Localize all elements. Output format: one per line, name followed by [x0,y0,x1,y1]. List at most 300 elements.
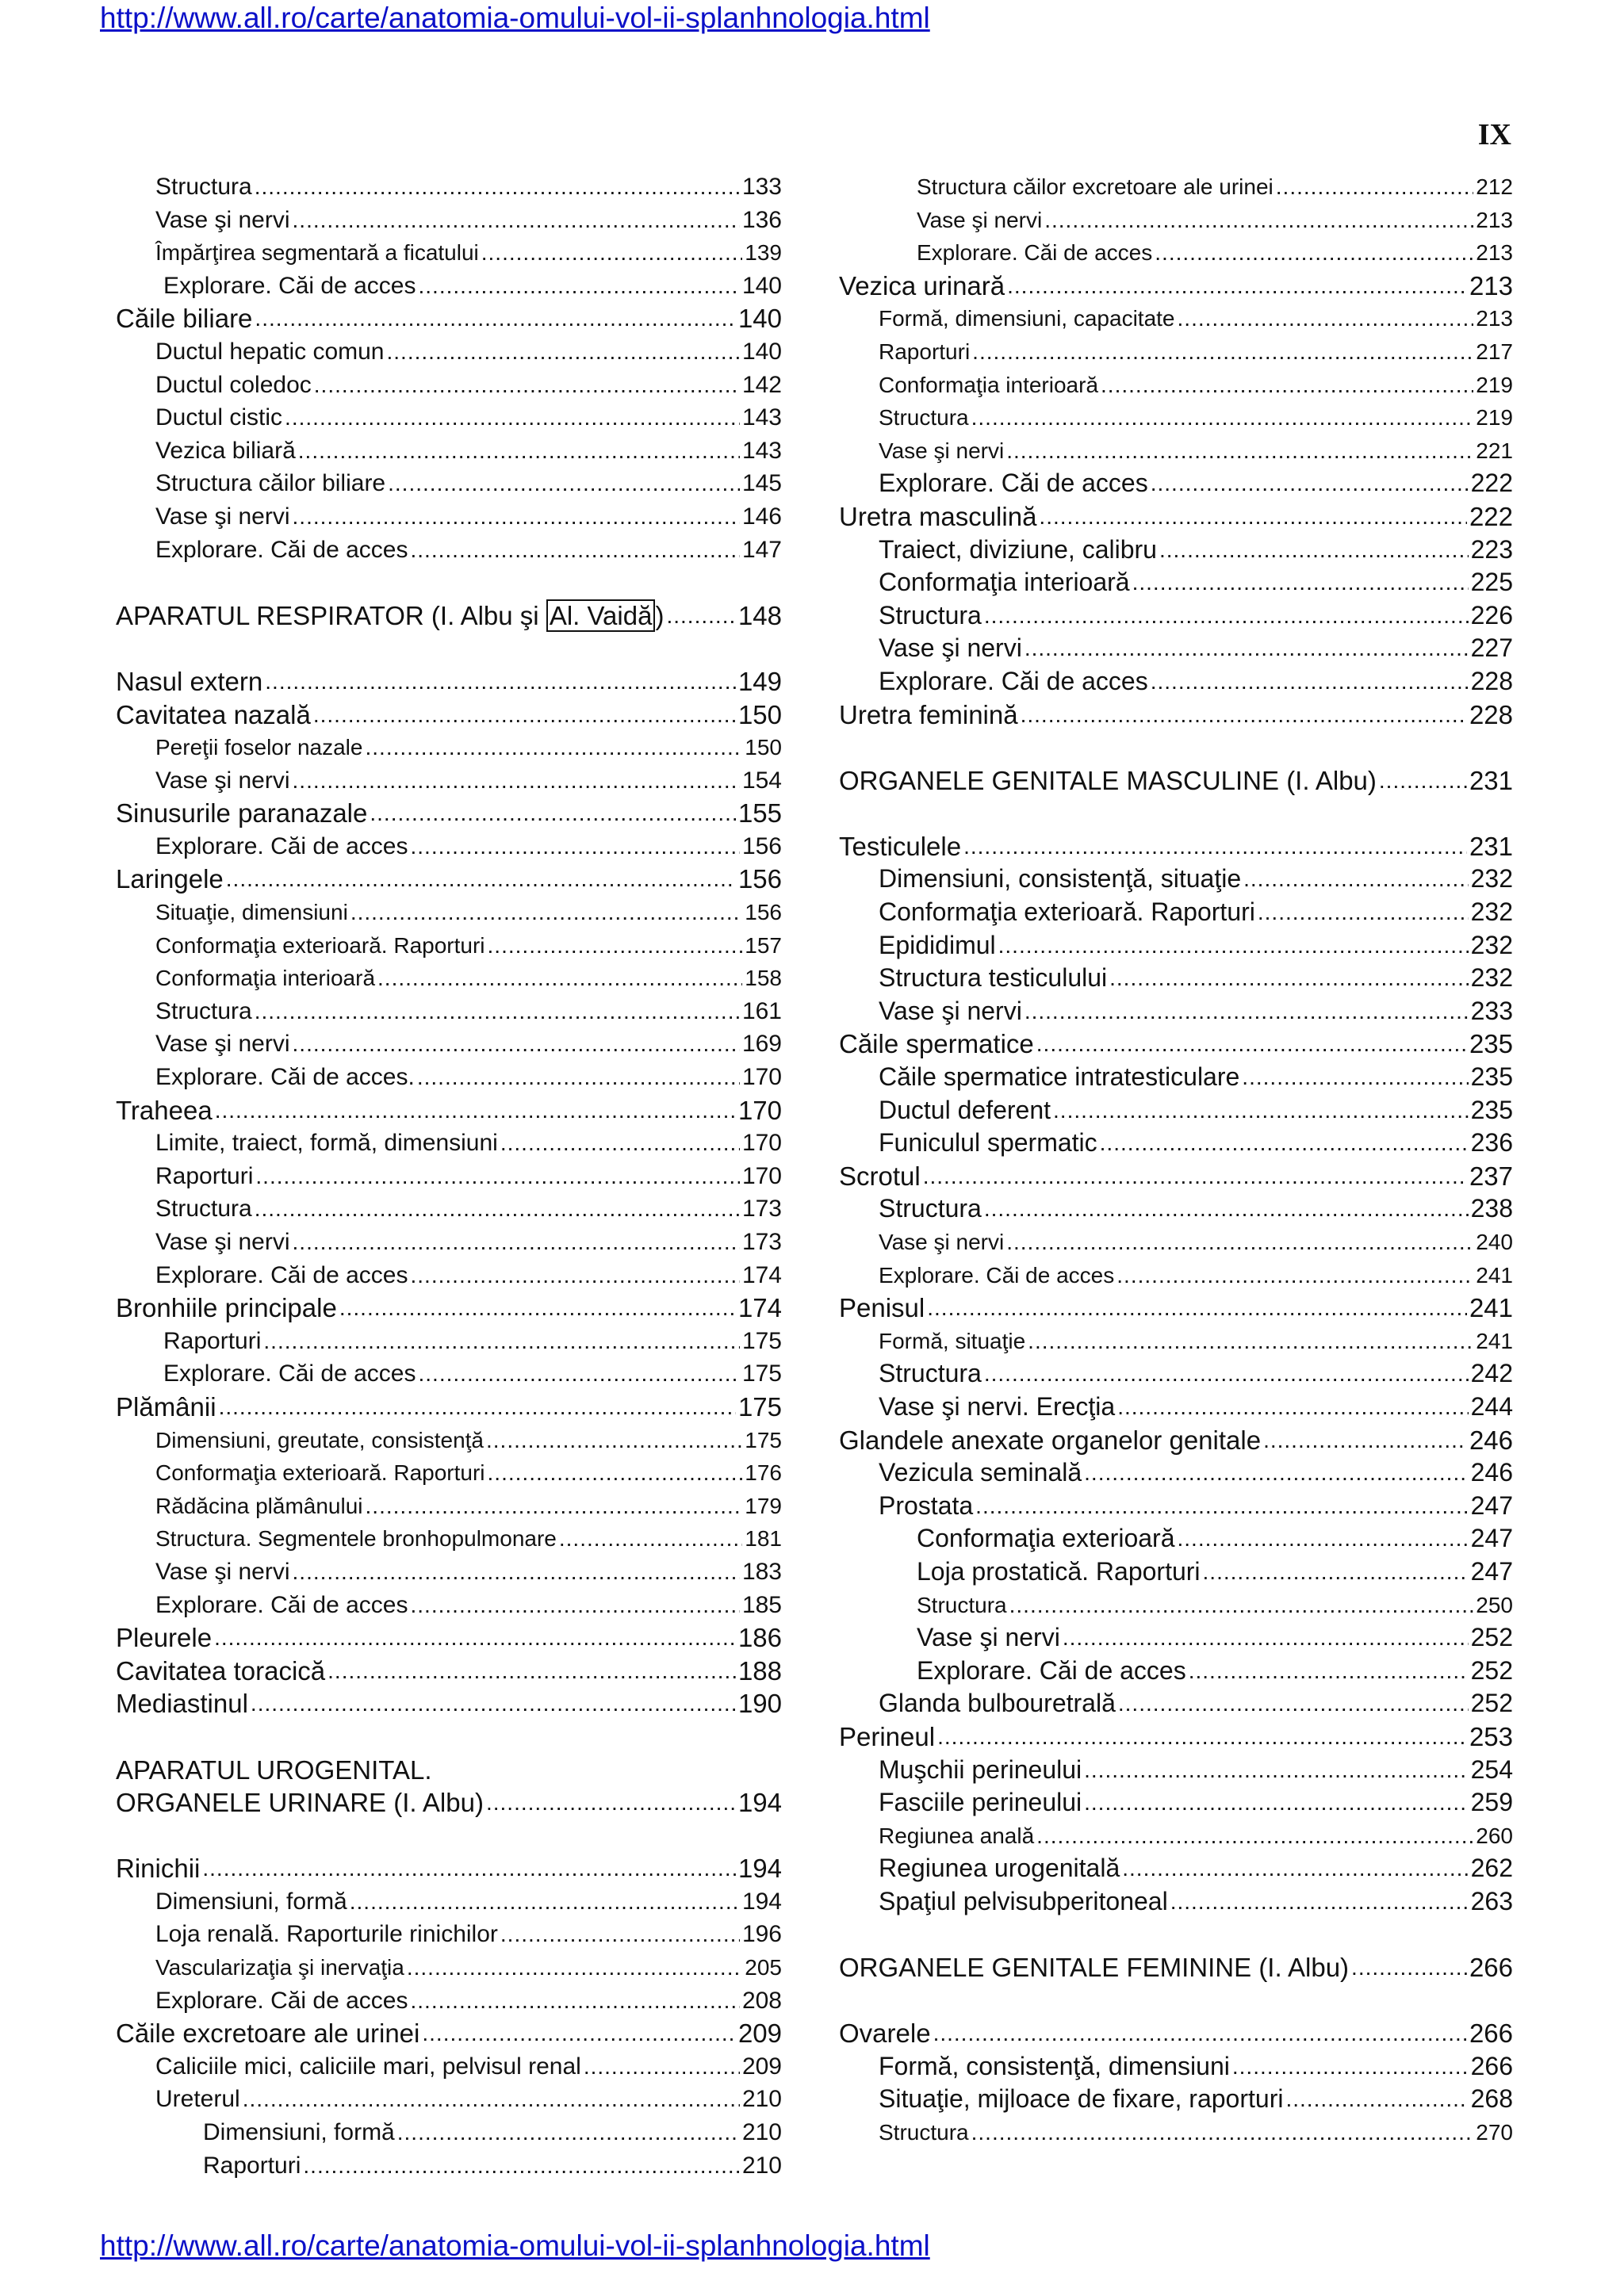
dot-leader [293,500,740,534]
dot-leader [1122,1852,1468,1885]
toc-entry-title: Căile biliare [116,304,253,334]
dot-leader [265,665,736,698]
toc-entry-page: 213 [1476,240,1513,266]
toc-entry-page: 223 [1470,534,1513,564]
toc-entry-title: Laringele [116,864,224,894]
dot-leader [255,995,740,1028]
dot-leader [1025,632,1469,665]
toc-entry [839,1127,1513,1160]
dot-leader [377,962,742,995]
toc-entry-title: Ductul hepatic comun [155,338,385,365]
toc-entry [839,335,1513,369]
toc-entry [839,665,1513,698]
toc-entry-page: 235 [1469,1029,1513,1059]
toc-entry [116,1259,782,1292]
toc-entry-page: 228 [1469,699,1513,729]
toc-entry-title: Structura. Segmentele bronhopulmonare [155,1526,557,1552]
dot-leader [202,1852,736,1885]
dot-leader [411,830,740,863]
toc-entry-page: 237 [1469,1161,1513,1191]
toc-entry-page: 231 [1469,831,1513,861]
toc-entry [839,1325,1513,1358]
toc-entry-title: Explorare. Căi de acces [155,1987,408,2014]
toc-entry-title: Vase şi nervi [155,1031,290,1058]
toc-entry-page: 143 [741,437,782,464]
source-url-top[interactable]: http://www.all.ro/carte/anatomia-omului-vol-ii-splanhnologia.html [100,2,930,34]
toc-entry [116,929,782,962]
toc-entry-title: Împărţirea segmentară a ficatului [155,240,479,266]
toc-entry-title: ORGANELE GENITALE MASCULINE (I. Albu) [839,765,1377,795]
toc-entry-title: Vase şi nervi [879,633,1022,663]
toc-entry-page: 247 [1470,1556,1513,1586]
toc-entry-title: Vezica urinară [839,270,1005,300]
dot-leader [293,204,740,237]
dot-leader [1203,1556,1469,1589]
toc-entry-page: 175 [741,1360,782,1387]
toc-entry-title: Structura [155,1196,252,1223]
toc-entry-title: Vezica biliară [155,437,296,464]
toc-entry-page: 241 [1476,1262,1513,1288]
toc-entry [116,1127,782,1160]
dot-leader [255,1160,740,1193]
toc-entry-title: Vase şi nervi. Erecţia [879,1391,1116,1421]
toc-entry-title: Pereţii foselor nazale [155,735,363,760]
toc-entry-title: Vase şi nervi [879,438,1005,463]
toc-entry-title: Explorare. Căi de acces [879,469,1148,498]
toc-entry-page: 175 [741,1327,782,1354]
toc-entry-title: Vase şi nervi [155,1558,290,1585]
dot-leader [1258,896,1469,929]
toc-entry [839,896,1513,929]
dot-leader [1276,170,1474,204]
toc-entry-title: Explorare. Căi de acces [163,272,416,299]
section-spacer [116,632,782,665]
toc-entry [116,1424,782,1457]
dot-leader [1028,1325,1473,1358]
toc-entry-title: Conformaţia exterioară. Raporturi [155,1460,485,1486]
toc-entry-page: 246 [1469,1425,1513,1455]
dot-leader [350,896,742,929]
dot-leader [488,1456,743,1490]
dot-leader [1100,1127,1469,1160]
toc-entry-page: 232 [1470,897,1513,927]
dot-leader [255,302,736,335]
dot-leader [1151,467,1469,500]
toc-entry-page: 147 [741,536,782,563]
toc-entry [116,1556,782,1589]
toc-entry [116,1325,782,1358]
toc-entry-title: Raporturi [163,1327,262,1354]
toc-entry-page: 247 [1470,1524,1513,1553]
toc-entry-title: Explorare. Căi de acces [155,1261,408,1288]
toc-entry [839,270,1513,303]
toc-entry-title: Uretra masculină [839,501,1037,531]
toc-entry-page: 185 [741,1591,782,1618]
toc-entry-page: 208 [741,1987,782,2014]
toc-entry-title: Structura [917,1592,1007,1617]
toc-entry-page: 154 [741,767,782,794]
dot-leader [419,1357,740,1391]
toc-entry-page: 136 [741,206,782,233]
toc-entry-title: Ovarele [839,2019,931,2049]
toc-entry [116,236,782,270]
toc-entry-title: Perineul [839,1721,936,1751]
dot-leader [1007,270,1467,303]
toc-left-column [116,170,782,2182]
toc-entry-page: 169 [741,1031,782,1058]
dot-leader [1036,1027,1467,1061]
toc-entry-page: 155 [737,798,782,828]
dot-leader [1084,1456,1468,1490]
dot-leader [243,2083,740,2116]
toc-entry [116,797,782,830]
toc-entry-page: 209 [741,2053,782,2080]
toc-entry-page: 170 [741,1162,782,1189]
toc-entry [839,204,1513,237]
toc-entry-page: 196 [741,1921,782,1948]
dot-leader [584,2050,740,2084]
toc-entry [839,1655,1513,1688]
dot-leader [387,335,740,369]
toc-entry-title: Vase şi nervi [917,207,1043,232]
toc-entry-title: Ductul coledoc [155,371,312,398]
toc-entry [839,1292,1513,1325]
dot-leader [298,434,740,468]
toc-entry-page: 232 [1470,930,1513,959]
toc-entry-title: Dimensiuni, formă [155,1888,347,1915]
toc-entry-page: 232 [1470,963,1513,993]
toc-entry-page: 219 [1476,405,1513,430]
toc-entry [116,1754,782,1787]
dot-leader [666,599,735,633]
toc-entry-page: 253 [1469,1721,1513,1751]
toc-entry-page: 252 [1470,1689,1513,1718]
toc-entry [116,962,782,995]
toc-entry [116,1951,782,1984]
toc-entry-page: 213 [1476,207,1513,232]
toc-entry [116,369,782,402]
toc-entry-title: Plămânii [116,1391,216,1422]
toc-entry-page: 241 [1476,1328,1513,1353]
toc-entry-page: 161 [741,997,782,1024]
toc-entry-title: Căile spermatice [839,1029,1034,1059]
toc-entry-title: Glandele anexate organelor genitale [839,1425,1262,1455]
toc-entry-page: 188 [737,1655,782,1686]
toc-entry-page: 227 [1470,633,1513,663]
toc-entry-page: 268 [1470,2084,1513,2114]
toc-entry-page: 235 [1470,1062,1513,1092]
toc-entry [116,764,782,798]
toc-entry [116,1027,782,1061]
toc-entry-title: Mediastinul [116,1689,248,1719]
toc-entry [116,1094,782,1127]
dot-leader [971,401,1474,434]
toc-entry-title: Explorare. Căi de acces [917,240,1153,266]
dot-leader [984,599,1469,633]
toc-entry-page: 259 [1470,1788,1513,1817]
toc-entry-page: 194 [741,1888,782,1915]
toc-entry-title: Cavitatea nazală [116,699,311,729]
toc-entry [839,863,1513,896]
toc-entry-page: 133 [741,174,782,200]
toc-entry-title: APARATUL RESPIRATOR (I. Albu şi Al. Vaidă ) [116,600,665,630]
toc-entry-page: 212 [1476,174,1513,199]
toc-entry [116,863,782,896]
toc-entry-title: Ductul cistic [155,404,283,431]
toc-entry-title: Explorare. Căi de acces [879,666,1148,695]
toc-entry-page: 213 [1476,306,1513,331]
toc-entry [116,2050,782,2084]
toc-entry [116,204,782,237]
toc-entry [839,698,1513,732]
toc-entry [839,1061,1513,1094]
toc-entry-page: 266 [1470,2051,1513,2080]
dot-leader [1379,764,1467,798]
toc-entry-title: Penisul [839,1293,925,1323]
dot-leader [350,1885,740,1919]
page-number: IX [1477,118,1511,151]
toc-entry [839,599,1513,633]
toc-entry-page: 150 [737,699,782,729]
section-spacer [839,1918,1513,1951]
dot-leader [407,1951,742,1984]
toc-entry [839,500,1513,534]
toc-entry [116,1687,782,1720]
section-spacer [116,1820,782,1853]
dot-leader [285,401,740,434]
dot-leader [500,1127,740,1160]
dot-leader [313,698,736,732]
dot-leader [998,929,1469,962]
toc-entry [116,434,782,468]
toc-entry [116,1984,782,2018]
toc-entry-title: Scrotul [839,1161,921,1191]
toc-entry [116,1621,782,1655]
toc-entry-title: Conformaţia exterioară [917,1524,1175,1553]
toc-entry [839,995,1513,1028]
dot-leader [1178,302,1474,335]
toc-entry-title: Explorare. Căi de acces [879,1262,1115,1288]
toc-entry-page: 174 [741,1261,782,1288]
toc-entry-page: 174 [737,1293,782,1323]
toc-entry-page: 173 [741,1196,782,1223]
toc-entry-page: 263 [1470,1886,1513,1915]
toc-entry-title: Funiculul spermatic [879,1128,1097,1158]
toc-entry [839,1456,1513,1490]
dot-leader [366,1490,743,1523]
toc-entry [116,830,782,863]
toc-entry-page: 186 [737,1623,782,1653]
toc-entry-page: 143 [741,404,782,431]
toc-entry [839,1852,1513,1885]
dot-leader [255,1192,740,1226]
toc-entry [839,632,1513,665]
dot-leader [972,335,1473,369]
toc-entry-page: 209 [737,2019,782,2049]
toc-entry-page: 148 [737,600,782,630]
toc-entry-title: Explorare. Căi de acces [163,1360,416,1387]
toc-entry-page: 236 [1470,1128,1513,1158]
toc-entry-title: Epididimul [879,930,996,959]
toc-entry-page: 205 [745,1955,782,1980]
dot-leader [293,1226,740,1259]
toc-entry-title: Vase şi nervi [879,1230,1005,1254]
toc-entry-page: 213 [1469,270,1513,300]
toc-entry [839,467,1513,500]
toc-entry [839,1226,1513,1259]
toc-entry-title: Vase şi nervi [155,767,290,794]
toc-entry-title: Structura [879,2120,969,2145]
toc-entry-page: 176 [745,1460,782,1486]
toc-entry-page: 250 [1476,1592,1513,1617]
toc-entry [839,1951,1513,1984]
toc-entry-title: Situaţie, mijloace de fixare, raporturi [879,2084,1284,2114]
toc-entry-title: Rădăcina plămânului [155,1493,363,1518]
toc-entry-page: 244 [1470,1391,1513,1421]
toc-entry [839,962,1513,995]
toc-entry [839,1754,1513,1787]
dot-leader [370,797,736,830]
toc-entry-page: 183 [741,1558,782,1585]
dot-leader [1151,665,1469,698]
dot-leader [963,830,1467,863]
toc-entry [839,1391,1513,1424]
section-spacer [116,566,782,599]
dot-leader [365,731,742,764]
toc-entry [116,270,782,303]
toc-entry [116,2149,782,2183]
toc-entry-title: Ureterul [155,2086,240,2113]
toc-entry-page: 194 [737,1854,782,1884]
toc-entry [116,731,782,764]
toc-entry-page: 266 [1469,2019,1513,2049]
toc-entry-title: Traiect, diviziune, calibru [879,534,1157,564]
dot-leader [1263,1424,1467,1457]
toc-entry-page: 226 [1470,600,1513,629]
toc-entry-title: Testiculele [839,831,962,861]
toc-entry-page: 222 [1469,501,1513,531]
toc-entry [116,1292,782,1325]
toc-entry-title: Nasul extern [116,666,263,696]
toc-entry-title: Caliciile mici, caliciile mari, pelvisul renal [155,2053,581,2080]
toc-entry-page: 247 [1470,1490,1513,1520]
toc-entry-page: 190 [737,1689,782,1719]
section-spacer [839,731,1513,764]
toc-entry [116,1490,782,1523]
toc-entry [116,1589,782,1622]
toc-entry-page: 145 [741,470,782,497]
dot-leader [933,2017,1467,2050]
toc-entry-title: Prostata [879,1490,974,1520]
toc-entry [839,1490,1513,1523]
toc-entry-page: 210 [741,2119,782,2146]
dot-leader [1025,995,1469,1028]
dot-leader [927,1292,1467,1325]
toc-entry [116,2017,782,2050]
dot-leader [1006,1226,1473,1259]
toc-entry-page: 140 [741,338,782,365]
dot-leader [1132,566,1469,599]
toc-entry-title: Raporturi [155,1162,254,1189]
toc-entry [839,1556,1513,1589]
toc-entry-title: Explorare. Căi de acces [917,1655,1186,1685]
dot-leader [1084,1786,1468,1820]
toc-entry-page: 157 [745,932,782,958]
toc-entry-page: 266 [1469,1953,1513,1983]
dot-leader [1118,1687,1469,1720]
toc-entry-page: 175 [737,1391,782,1422]
toc-entry [116,2116,782,2149]
toc-entry-title: Structura [879,405,969,430]
dot-leader [397,2116,740,2149]
toc-entry-title: Loja prostatică. Raporturi [917,1556,1201,1586]
dot-leader [1101,369,1473,402]
toc-entry-title: Dimensiuni, consistenţă, situaţie [879,864,1242,894]
toc-entry [116,1852,782,1885]
toc-entry-title: Sinusurile paranazale [116,798,368,828]
toc-entry-title: Regiunea urogenitală [879,1854,1120,1883]
dot-leader [251,1687,736,1720]
toc-entry-page: 181 [745,1526,782,1552]
dot-leader [314,369,740,402]
dot-leader [1155,236,1473,270]
toc-entry-title: Conformaţia interioară [879,568,1130,597]
toc-entry-title: Dimensiuni, greutate, consistenţă [155,1427,484,1452]
toc-entry [839,566,1513,599]
toc-entry [116,896,782,929]
dot-leader [1053,1094,1469,1127]
toc-entry-title: ORGANELE URINARE (I. Albu) [116,1788,484,1818]
toc-entry-page: 235 [1470,1095,1513,1124]
dot-leader [1285,2083,1468,2116]
toc-entry-title: Formă, consistenţă, dimensiuni [879,2051,1230,2080]
toc-entry [839,369,1513,402]
dot-leader [215,1094,736,1127]
dot-leader [422,2017,736,2050]
toc-entry [839,1589,1513,1622]
toc-entry-page: 156 [737,864,782,894]
source-url-bottom[interactable]: http://www.all.ro/carte/anatomia-omului-vol-ii-splanhnologia.html [100,2229,930,2262]
toc-entry [839,1687,1513,1720]
dot-leader [411,1259,740,1292]
toc-entry [116,665,782,698]
toc-entry-title: Uretra feminină [839,699,1018,729]
toc-entry-title: Limite, traiect, formă, dimensiuni [155,1130,498,1157]
toc-entry-title: Conformaţia interioară [155,966,376,991]
toc-entry [839,170,1513,204]
dot-leader [303,2149,740,2183]
toc-entry-title: Fasciile perineului [879,1788,1082,1817]
toc-entry-title: Vase şi nervi [879,996,1022,1025]
toc-entry-title: Conformaţia exterioară. Raporturi [879,897,1255,927]
toc-entry-page: 231 [1469,765,1513,795]
dot-leader [500,1918,740,1951]
dot-leader [293,1027,740,1061]
toc-entry-page: 252 [1470,1655,1513,1685]
toc-entry-page: 170 [741,1064,782,1091]
toc-entry-title: Rinichii [116,1854,201,1884]
toc-entry-page: 241 [1469,1293,1513,1323]
dot-leader [411,1984,740,2018]
toc-entry-page: 170 [741,1130,782,1157]
dot-leader [226,863,736,896]
toc-entry [116,1160,782,1193]
toc-entry-title: Conformaţia exterioară. Raporturi [155,932,485,958]
toc-entry-page: 228 [1470,666,1513,695]
dot-leader [1063,1621,1469,1655]
dot-leader [1116,1259,1473,1292]
toc-entry-page: 221 [1476,438,1513,463]
